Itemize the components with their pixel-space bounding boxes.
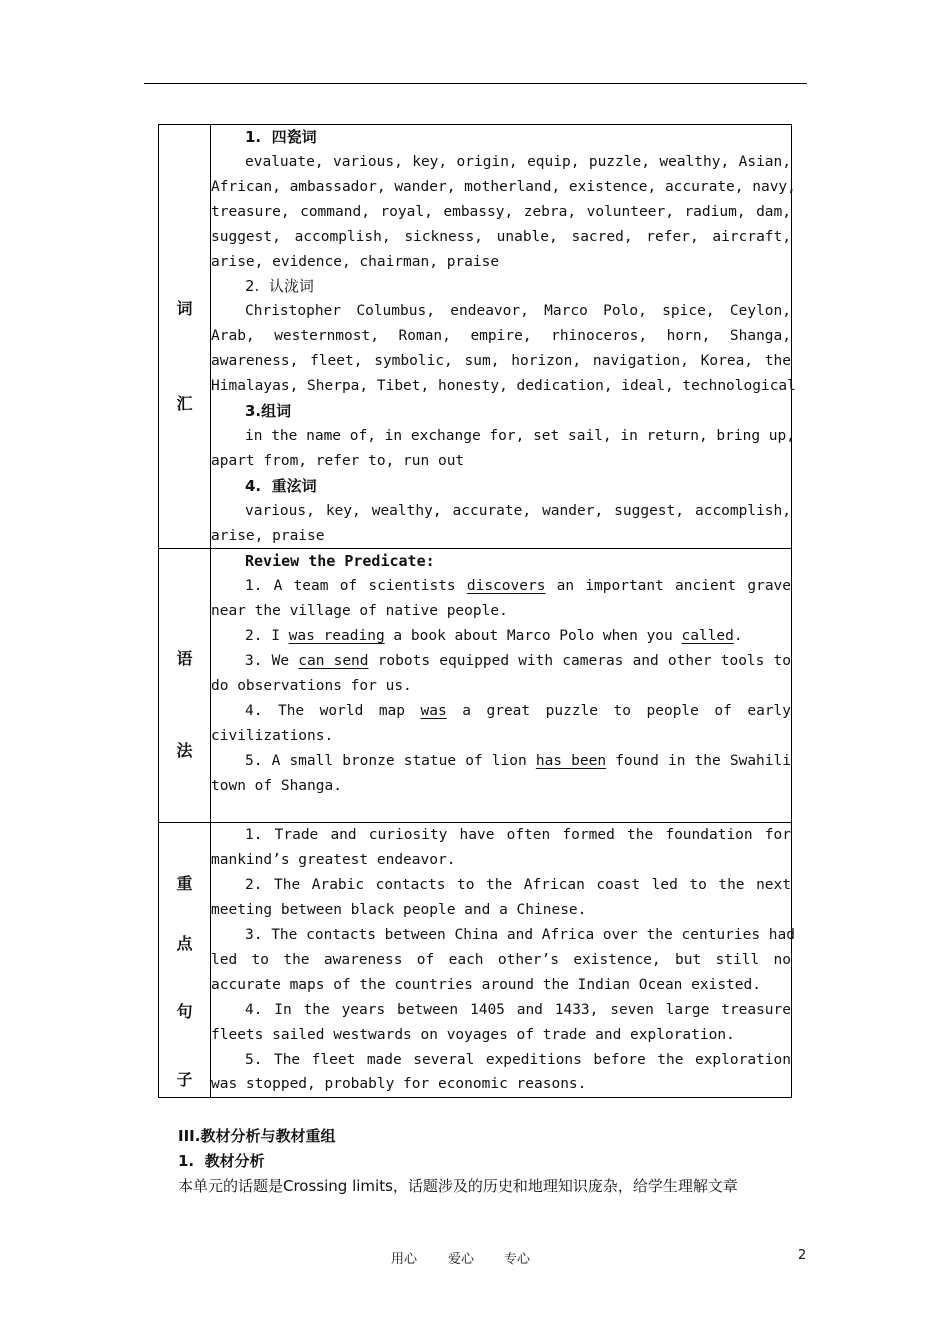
grammar-sentence-5: 5. A small bronze statue of lion has been found in the Swahili xyxy=(245,752,791,769)
sentences-label-cell xyxy=(159,823,211,1098)
vocab-line: treasure, command, royal, embassy, zebra, volunteer, radium, dam, xyxy=(211,203,791,220)
sentence-line: meeting between black people and a Chinese. xyxy=(211,902,587,919)
footer-text-2: 爱心 xyxy=(448,1252,475,1267)
section-title: III.教材分析与教材重组 xyxy=(178,1127,336,1145)
vocab-line: in the name of, in exchange for, set sail, in return, bring up, xyxy=(245,427,795,444)
grammar-sentence-3-cont: do observations for us. xyxy=(211,677,412,694)
sentence-line: led to the awareness of each other’s existence, but still no xyxy=(211,951,791,968)
vocab-line: arise, praise xyxy=(211,527,325,544)
section-subtitle: 1. 教材分析 xyxy=(178,1152,265,1170)
grammar-sentence-4-cont: civilizations. xyxy=(211,727,334,744)
sentence-line: mankind’s greatest endeavor. xyxy=(211,852,456,869)
sentence-line: 2. The Arabic contacts to the African coast led to the next xyxy=(245,877,791,894)
vocab-heading-4: 4. 重泫词 xyxy=(245,476,317,495)
sentences-label-4: 子 xyxy=(176,1070,193,1090)
grammar-label-2: 法 xyxy=(176,741,193,761)
grammar-sentence-3: 3. We can send robots equipped with cameras and other tools to xyxy=(245,653,792,670)
section-paragraph: 本单元的话题是Crossing limits，话题涉及的历史和地理知识庞杂，给学生理解文章 xyxy=(178,1177,738,1195)
grammar-content xyxy=(211,549,792,823)
sentences-content xyxy=(211,823,795,1098)
sentence-line: 1. Trade and curiosity have often formed the foundation for xyxy=(245,827,791,844)
grammar-label-cell xyxy=(159,549,211,823)
vocab-line: evaluate, various, key, origin, equip, puzzle, wealthy, Asian, xyxy=(245,153,791,170)
sentence-line: 3. The contacts between China and Africa over the centuries had xyxy=(245,927,795,944)
grammar-sentence-4: 4. The world map was a great puzzle to people of early xyxy=(245,702,792,719)
vocab-heading-3: 3.组词 xyxy=(245,401,292,420)
grammar-label-1: 语 xyxy=(176,649,193,669)
sentence-line: fleets sailed westwards on voyages of trade and exploration. xyxy=(211,1026,735,1043)
vocab-content xyxy=(211,125,796,549)
sentences-label-1: 重 xyxy=(176,874,193,894)
page-number: 2 xyxy=(798,1248,807,1263)
sentence-line: was stopped, probably for economic reasons. xyxy=(211,1076,587,1093)
vocab-line: awareness, fleet, symbolic, sum, horizon, navigation, Korea, the xyxy=(211,353,791,370)
vocab-label-2: 汇 xyxy=(176,394,193,413)
footer-text-1: 用心 xyxy=(391,1252,418,1267)
vocab-line: Christopher Columbus, endeavor, Marco Polo, spice, Ceylon, xyxy=(245,303,791,320)
sentences-label-3: 句 xyxy=(176,1002,193,1022)
vocab-line: Arab, westernmost, Roman, empire, rhinoceros, horn, Shanga, xyxy=(211,328,791,345)
grammar-row xyxy=(159,549,792,823)
footer-text-3: 专心 xyxy=(504,1252,531,1267)
vocab-heading-2: 2. 认泷词 xyxy=(245,277,314,296)
vocab-heading-1: 1. 四瓷词 xyxy=(245,128,317,146)
vocab-label-cell xyxy=(159,125,211,549)
header-rule xyxy=(144,83,807,84)
sentence-line: 5. The fleet made several expeditions before the exploration xyxy=(245,1051,791,1068)
vocab-line: arise, evidence, chairman, praise xyxy=(211,253,500,270)
grammar-sentence-2: 2. I was reading a book about Marco Polo when you called. xyxy=(245,628,743,645)
vocab-line: various, key, wealthy, accurate, wander, suggest, accomplish, xyxy=(245,502,791,519)
vocab-label-1: 词 xyxy=(176,299,193,318)
sentences-row xyxy=(159,823,792,1098)
grammar-heading: Review the Predicate: xyxy=(245,552,435,571)
grammar-sentence-1-cont: near the village of native people. xyxy=(211,603,508,620)
grammar-sentence-5-cont: town of Shanga. xyxy=(211,777,342,794)
vocab-row xyxy=(159,125,792,549)
grammar-sentence-1: 1. A team of scientists discovers an important ancient grave xyxy=(245,578,792,595)
sentence-line: 4. In the years between 1405 and 1433, seven large treasure xyxy=(245,1001,791,1018)
summary-table xyxy=(158,124,796,1098)
vocab-line: Himalayas, Sherpa, Tibet, honesty, dedication, ideal, technological xyxy=(211,378,796,395)
sentence-line: accurate maps of the countries around the Indian Ocean existed. xyxy=(211,976,761,993)
vocab-line: apart from, refer to, run out xyxy=(211,452,465,469)
sentences-label-2: 点 xyxy=(176,934,193,954)
vocab-line: suggest, accomplish, sickness, unable, sacred, refer, aircraft, xyxy=(211,228,791,245)
vocab-line: African, ambassador, wander, motherland, existence, accurate, navy, xyxy=(211,178,796,195)
